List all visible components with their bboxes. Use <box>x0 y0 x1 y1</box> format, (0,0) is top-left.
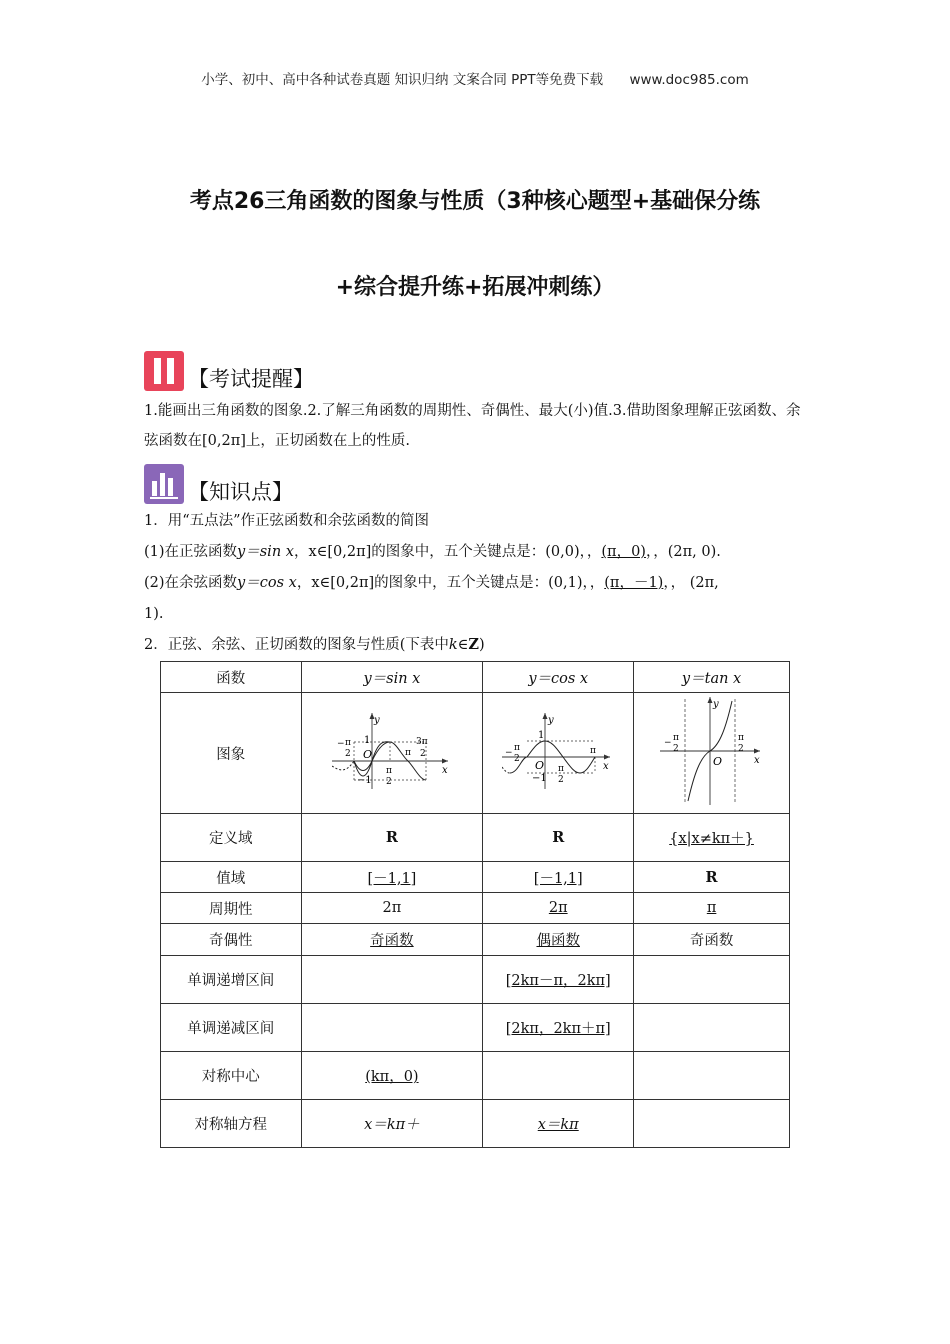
sin-neg-one: −1 <box>356 775 372 786</box>
graph-label: 图象 <box>161 693 302 814</box>
exam-text: 1.能画出三角函数的图象.2.了解三角函数的周期性、奇偶性、最大(小)值.3.借助图象理解正弦函数、余弦函数在[0,2π]上，正切函数在上的性质. <box>144 403 801 449</box>
table-row <box>161 893 790 924</box>
table-row <box>161 956 790 1004</box>
p4-text: 2．正弦、余弦、正切函数的图象与性质(下表中 <box>144 637 449 653</box>
increasing-cos: [2kπ－π，2kπ] <box>483 956 634 1004</box>
domain-cos: R <box>483 814 634 862</box>
decreasing-tan <box>634 1004 790 1052</box>
knowledge-heading <box>144 464 293 504</box>
sin-pi-2: π <box>404 748 411 758</box>
exam-heading <box>144 351 314 391</box>
table-row <box>161 1100 790 1148</box>
tan-minus: − <box>663 738 672 748</box>
period-cos: 2π <box>483 893 634 924</box>
knowledge-heading-label: 【知识点】 <box>188 480 293 504</box>
table-graph-row <box>161 693 790 814</box>
p2-mid: ，x∈[0,2π]的图象中，五个关键点是：(0,0)，， <box>293 544 602 560</box>
parity-cos: 偶函数 <box>483 924 634 956</box>
domain-tan: {x|x≠kπ＋} <box>634 814 790 862</box>
axis-sin: x＝kπ＋ <box>301 1100 483 1148</box>
cos-axis-x: x <box>603 761 609 772</box>
cos-graph-cell <box>483 693 634 814</box>
sin-minus: − <box>336 739 345 749</box>
p2-answer: (π，0) <box>601 544 646 560</box>
tan-pi-1: π <box>672 733 679 743</box>
doc-title-line2: +综合提升练+拓展冲刺练） <box>335 275 615 300</box>
cos-pi-2: π <box>558 764 565 774</box>
row-label-decreasing: 单调递减区间 <box>161 1004 302 1052</box>
cos-graph <box>502 711 614 791</box>
table-row <box>161 924 790 956</box>
sin-one: 1 <box>363 735 371 746</box>
header-sin: y＝sin x <box>301 662 483 693</box>
parity-sin: 奇函数 <box>301 924 483 956</box>
row-label-axis: 对称轴方程 <box>161 1100 302 1148</box>
tan-origin: O <box>712 755 722 768</box>
tan-axis-y: y <box>712 699 719 710</box>
knowledge-p3 <box>144 568 809 598</box>
sin-axis-x: x <box>441 765 448 776</box>
p3-pre: (2)在余弦函数 <box>144 575 238 591</box>
header-function: 函数 <box>161 662 302 693</box>
cos-axis-y: y <box>548 715 554 726</box>
center-cos <box>483 1052 634 1100</box>
sin-axis-y: y <box>373 715 380 726</box>
p3-expr: y＝cos x <box>237 575 297 591</box>
axis-tan <box>634 1100 790 1148</box>
table-header-row <box>161 662 790 693</box>
center-sin: (kπ，0) <box>301 1052 483 1100</box>
table-row <box>161 862 790 893</box>
exam-heading-label: 【考试提醒】 <box>188 367 314 391</box>
cos-pi-1: π <box>514 743 521 753</box>
cos-two-1: 2 <box>514 754 520 764</box>
sin-origin: O <box>362 748 372 761</box>
tan-two-1: 2 <box>672 744 679 754</box>
tan-graph-cell <box>634 693 790 814</box>
doc-title-line1: 考点26三角函数的图象与性质（3种核心题型+基础保分练 <box>189 189 761 214</box>
sin-two-1: 2 <box>344 749 351 759</box>
range-cos: [－1,1] <box>483 862 634 893</box>
p4-end: ) <box>479 637 485 653</box>
center-tan <box>634 1052 790 1100</box>
range-sin: [－1,1] <box>301 862 483 893</box>
range-tan: R <box>634 862 790 893</box>
page-header <box>0 68 950 88</box>
row-label-parity: 奇偶性 <box>161 924 302 956</box>
domain-sin: R <box>301 814 483 862</box>
cos-one: 1 <box>538 730 545 741</box>
row-label-center: 对称中心 <box>161 1052 302 1100</box>
tan-graph <box>660 695 764 807</box>
p3-post: ，， (2π, <box>663 575 719 591</box>
p2-pre: (1)在正弦函数 <box>144 544 238 560</box>
row-label-domain: 定义域 <box>161 814 302 862</box>
header-url[interactable]: www.doc985.com <box>629 72 749 88</box>
period-tan: π <box>634 893 790 924</box>
increasing-tan <box>634 956 790 1004</box>
increasing-sin <box>301 956 483 1004</box>
knowledge-p2 <box>144 537 809 567</box>
cos-two-2: 2 <box>558 775 564 785</box>
tan-axis-x: x <box>753 755 760 766</box>
knowledge-p1: 1．用“五点法”作正弦函数和余弦函数的简图 <box>144 513 430 529</box>
table-row <box>161 1052 790 1100</box>
p4-z: Z <box>468 636 480 653</box>
sin-three-pi: 3π <box>415 737 428 747</box>
cos-pi-3: π <box>590 746 597 756</box>
tan-two-2: 2 <box>737 744 744 754</box>
sin-two-3: 2 <box>385 777 392 787</box>
row-label-period: 周期性 <box>161 893 302 924</box>
sin-graph <box>332 711 452 791</box>
header-text: 小学、初中、高中各种试卷真题 知识归纳 文案合同 PPT等免费下载 <box>201 72 604 88</box>
header-tan: y＝tan x <box>634 662 790 693</box>
parity-tan: 奇函数 <box>634 924 790 956</box>
sin-graph-cell <box>301 693 483 814</box>
cos-neg-one: −1 <box>532 773 547 784</box>
sin-two-2: 2 <box>419 749 426 759</box>
knowledge-p3-cont: 1). <box>144 606 164 622</box>
sin-pi-3: π <box>385 766 392 776</box>
sin-pi-1: π <box>344 738 351 748</box>
knowledge-p4 <box>144 630 809 660</box>
cos-minus: − <box>505 748 513 758</box>
table-row <box>161 814 790 862</box>
p3-answer: (π，－1) <box>604 575 664 591</box>
header-cos: y＝cos x <box>483 662 634 693</box>
tan-pi-2: π <box>737 733 744 743</box>
pause-badge-icon <box>144 351 184 391</box>
row-label-range: 值域 <box>161 862 302 893</box>
bar-chart-badge-icon <box>144 464 184 504</box>
p2-post: ，，(2π, 0). <box>645 544 721 560</box>
table-row <box>161 1004 790 1052</box>
trig-properties-table <box>160 661 790 1148</box>
p4-k: k∈ <box>448 637 469 653</box>
axis-cos: x＝kπ <box>483 1100 634 1148</box>
p3-mid: ，x∈[0,2π]的图象中，五个关键点是：(0,1)，， <box>296 575 605 591</box>
row-label-increasing: 单调递增区间 <box>161 956 302 1004</box>
decreasing-sin <box>301 1004 483 1052</box>
period-sin: 2π <box>301 893 483 924</box>
p2-expr: y＝sin x <box>237 544 294 560</box>
cos-origin: O <box>535 759 545 772</box>
decreasing-cos: [2kπ，2kπ＋π] <box>483 1004 634 1052</box>
